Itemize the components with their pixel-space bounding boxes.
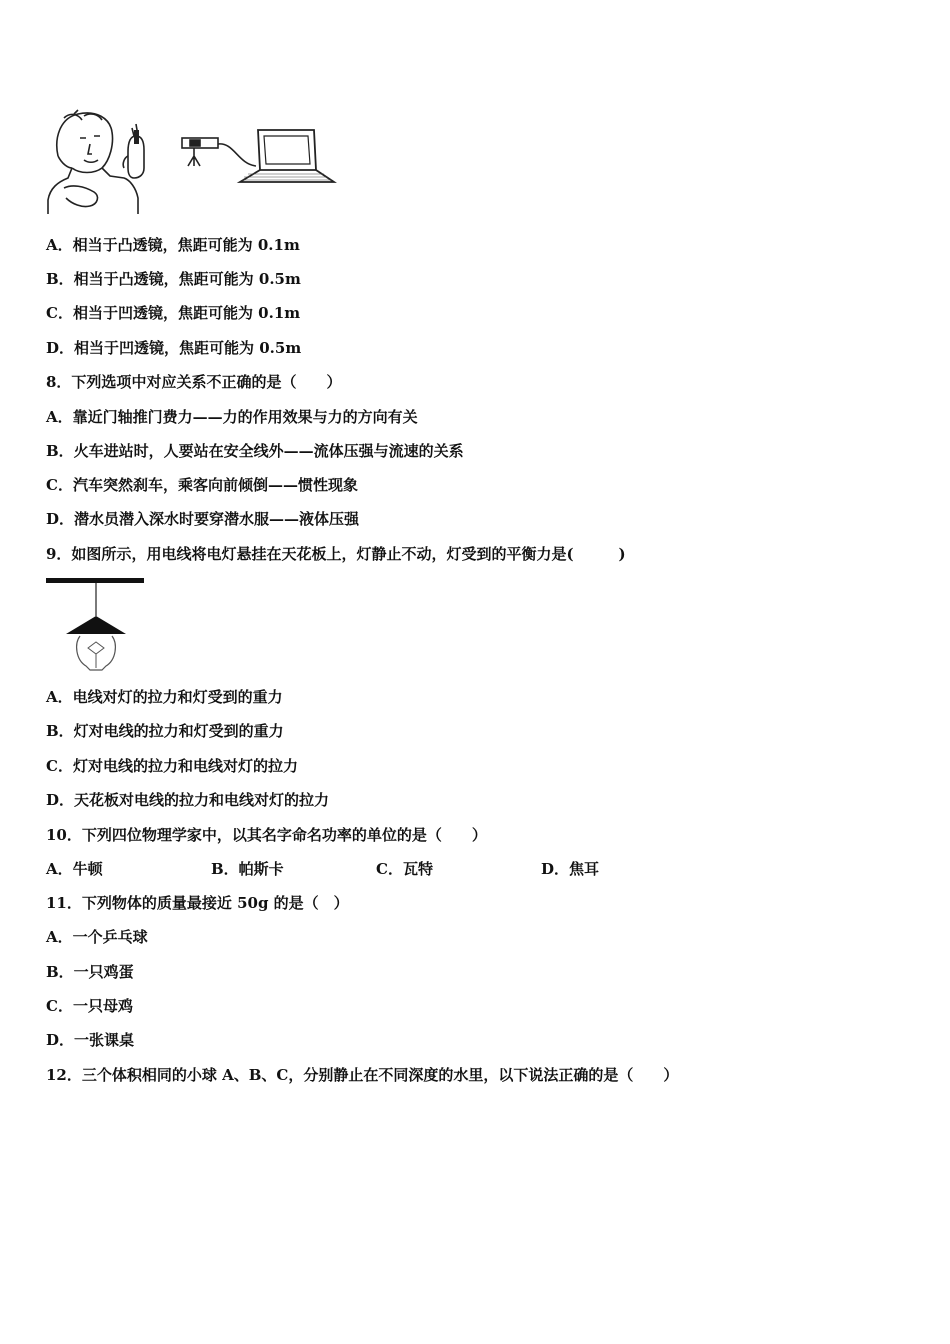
q8-option-c: C．汽车突然刹车，乘客向前倾倒——惯性现象 xyxy=(46,476,358,494)
q9-option-d: D．天花板对电线的拉力和电线对灯的拉力 xyxy=(46,791,330,809)
q9-option-c: C．灯对电线的拉力和电线对灯的拉力 xyxy=(46,757,298,775)
q9-option-a: A．电线对灯的拉力和灯受到的重力 xyxy=(46,688,283,706)
q11-option-a: A．一个乒乓球 xyxy=(46,928,148,946)
q11-stem: 11．下列物体的质量最接近 50g 的是（ ） xyxy=(46,894,349,912)
q11-option-b: B．一只鸡蛋 xyxy=(46,963,134,981)
q10-option-a: A．牛顿 xyxy=(46,860,103,878)
q11-option-d: D．一张课桌 xyxy=(46,1031,135,1049)
camera-laptop-figure xyxy=(44,108,340,216)
q10-option-d: D．焦耳 xyxy=(541,860,600,878)
q7-option-c: C．相当于凹透镜，焦距可能为 0.1m xyxy=(46,304,301,322)
q11-option-c: C．一只母鸡 xyxy=(46,997,133,1015)
q10-stem: 10．下列四位物理学家中，以其名字命名功率的单位的是（ ） xyxy=(46,826,487,844)
q8-option-a: A．靠近门轴推门费力——力的作用效果与力的方向有关 xyxy=(46,408,418,426)
q10-options-row xyxy=(46,859,746,879)
q9-option-b: B．灯对电线的拉力和灯受到的重力 xyxy=(46,722,284,740)
q12-stem: 12．三个体积相同的小球 A、B、C，分别静止在不同深度的水里，以下说法正确的是（ ） xyxy=(46,1066,679,1084)
q7-option-b: B．相当于凸透镜，焦距可能为 0.5m xyxy=(46,270,301,288)
q9-stem: 9．如图所示，用电线将电灯悬挂在天花板上，灯静止不动，灯受到的平衡力是( ) xyxy=(46,545,626,563)
q8-option-d: D．潜水员潜入深水时要穿潜水服——液体压强 xyxy=(46,510,360,528)
q8-stem: 8．下列选项中对应关系不正确的是（ ） xyxy=(46,373,342,391)
q8-option-b: B．火车进站时，人要站在安全线外——流体压强与流速的关系 xyxy=(46,442,464,460)
q10-option-c: C．瓦特 xyxy=(376,860,433,878)
hanging-lamp-figure xyxy=(46,578,146,674)
q10-option-b: B．帕斯卡 xyxy=(211,860,284,878)
q7-option-d: D．相当于凹透镜，焦距可能为 0.5m xyxy=(46,339,302,357)
q7-option-a: A．相当于凸透镜，焦距可能为 0.1m xyxy=(46,236,300,254)
